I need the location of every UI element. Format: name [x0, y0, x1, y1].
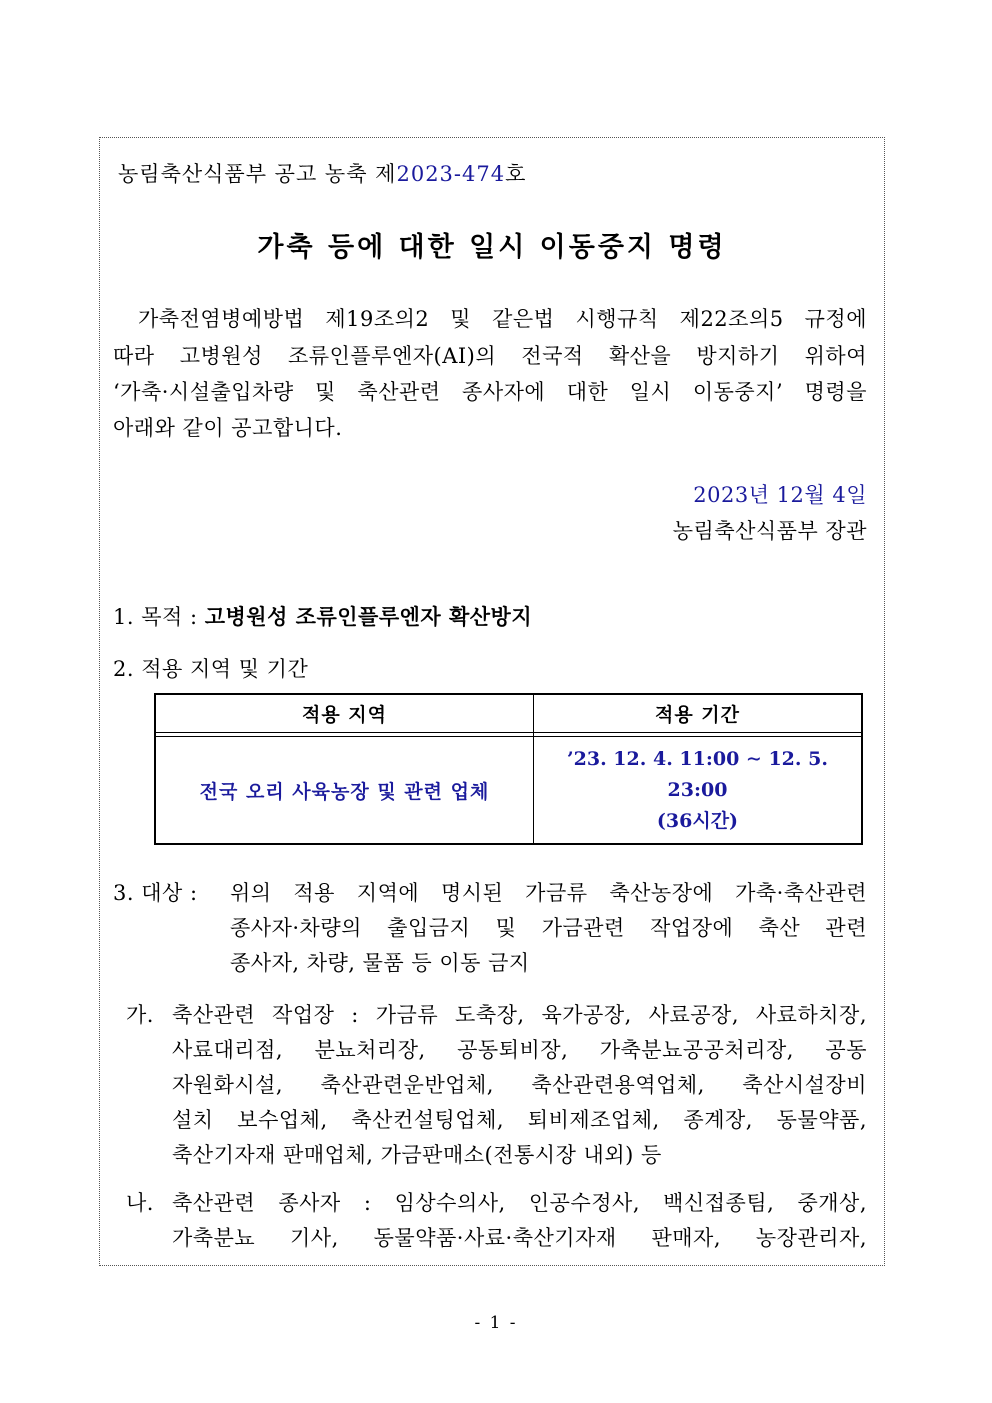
intro-line-4: 아래와 같이 공고합니다. — [113, 416, 343, 440]
target-line-3: 종사자, 차량, 물품 등 이동 금지 — [230, 951, 530, 975]
table-cell-period — [534, 737, 861, 843]
item-ga-line-2: 사료대리점, 분뇨처리장, 공동퇴비장, 가축분뇨공공처리장, 공동 — [172, 1038, 867, 1062]
table-header-region: 적용 지역 — [301, 704, 388, 726]
item-ga-line-1: 축산관련 작업장 : 가금류 도축장, 육가공장, 사료공장, 사료하치장, — [172, 1003, 867, 1027]
notice-suffix: 호 — [505, 162, 527, 186]
table-header-period: 적용 기간 — [654, 704, 741, 726]
item-ga-line-4: 설치 보수업체, 축산컨설팅업체, 퇴비제조업체, 종계장, 동물약품, — [172, 1108, 867, 1132]
intro-line-1: 가축전염병예방법 제19조의2 및 같은법 시행규칙 제22조의5 규정에 — [138, 307, 867, 331]
page-number: - 1 - — [474, 1313, 518, 1333]
item-na-line-1: 축산관련 종사자 : 임상수의사, 인공수정사, 백신접종팀, 중개상, — [172, 1191, 867, 1215]
item-ga-line-3: 자원화시설, 축산관련운반업체, 축산관련용역업체, 축산시설장비 — [172, 1073, 867, 1097]
item-ga-label: 가. — [126, 1003, 154, 1027]
period-duration: (36시간) — [656, 809, 739, 832]
section-purpose — [113, 601, 532, 631]
intro-line-2: 따라 고병원성 조류인플루엔자(AI)의 전국적 확산을 방지하기 위하여 — [113, 344, 867, 368]
item-na-line-2: 가축분뇨 기사, 동물약품·사료·축산기자재 판매자, 농장관리자, — [172, 1226, 867, 1250]
item-ga-line-5: 축산기자재 판매업체, 가금판매소(전통시장 내외) 등 — [172, 1143, 662, 1167]
scope-table — [154, 693, 863, 845]
notice-date: 2023년 12월 4일 — [693, 483, 867, 507]
target-label: 3. 대상 : — [113, 881, 198, 905]
period-range: ’23. 12. 4. 11:00 ∼ 12. 5. 23:00 — [567, 747, 828, 801]
notice-number: 2023-474 — [396, 162, 506, 186]
document-title: 가축 등에 대한 일시 이동중지 명령 — [257, 232, 727, 263]
notice-number-line — [118, 158, 526, 188]
issuing-authority: 농림축산식품부 장관 — [672, 519, 867, 543]
purpose-label: 1. 목적 : — [113, 605, 205, 629]
target-line-2: 종사자·차량의 출입금지 및 가금관련 작업장에 축산 관련 — [230, 916, 867, 940]
item-na-label: 나. — [126, 1191, 154, 1215]
target-line-1: 위의 적용 지역에 명시된 가금류 축산농장에 가축·축산관련 — [230, 881, 867, 905]
notice-prefix: 농림축산식품부 공고 농축 제 — [118, 162, 397, 186]
purpose-text: 고병원성 조류인플루엔자 확산방지 — [204, 604, 533, 629]
intro-line-3: ‘가축·시설출입차량 및 축산관련 종사자에 대한 일시 이동중지’ 명령을 — [113, 380, 867, 404]
section-scope-heading: 2. 적용 지역 및 기간 — [113, 657, 309, 681]
table-cell-region: 전국 오리 사육농장 및 관련 업체 — [199, 780, 490, 803]
